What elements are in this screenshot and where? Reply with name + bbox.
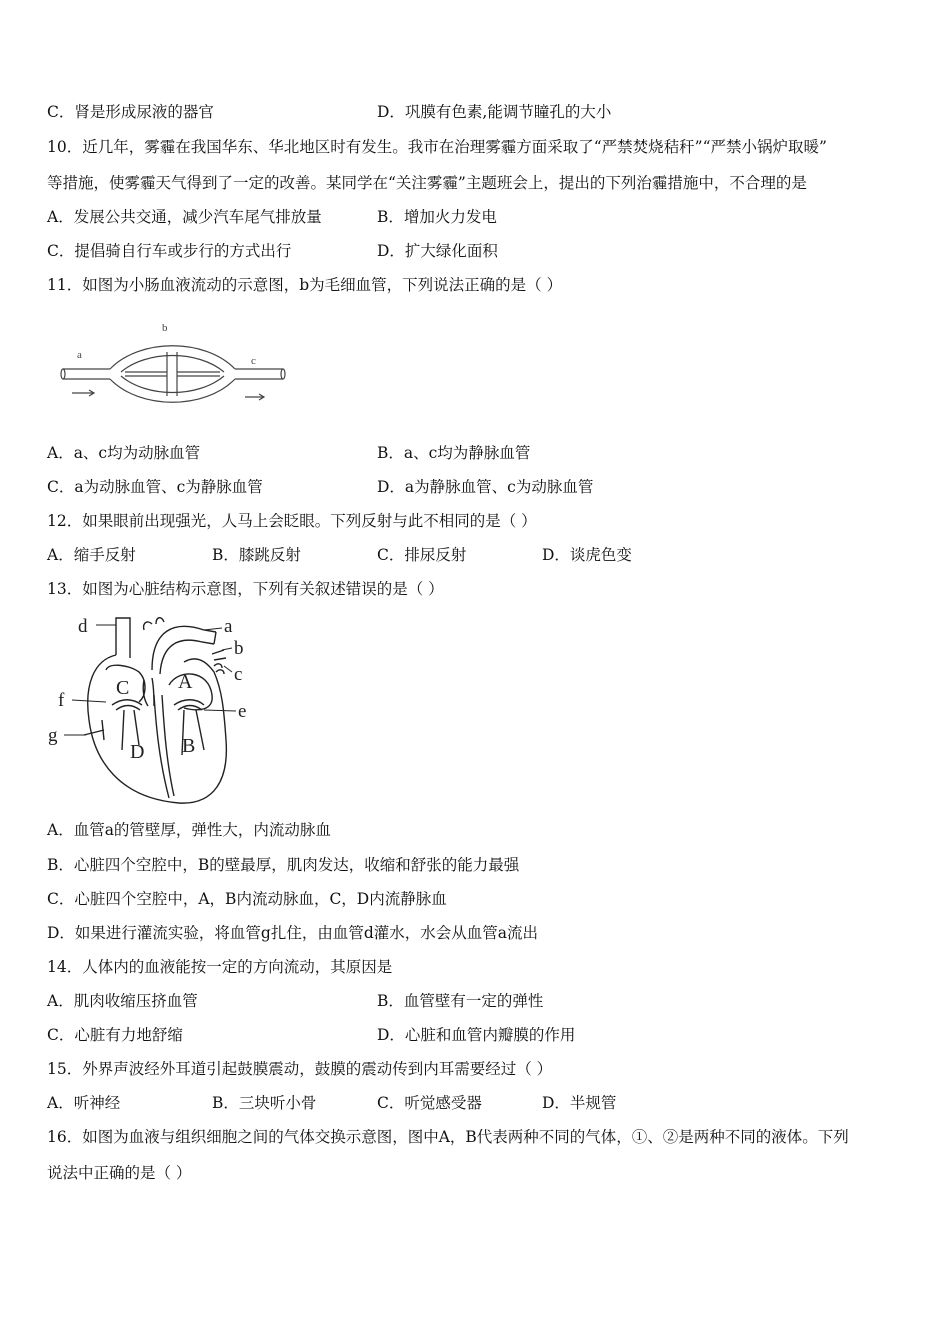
q14-option-b: B．血管壁有一定的弹性 (377, 992, 544, 1010)
q13-option-b: B．心脏四个空腔中，B的壁最厚，肌肉发达，收缩和舒张的能力最强 (47, 856, 520, 874)
q14-option-d: D．心脏和血管内瓣膜的作用 (377, 1026, 576, 1044)
q13-label-e: e (238, 701, 247, 722)
q13-stem: 13．如图为心脏结构示意图，下列有关叙述错误的是（ ） (47, 580, 444, 598)
q13-label-b: b (234, 638, 244, 659)
q12-option-b: B．膝跳反射 (212, 546, 301, 564)
q13-label-A: A (178, 671, 193, 693)
q16-stem-line2: 说法中正确的是（ ） (47, 1164, 192, 1182)
q10-stem-line1: 10．近几年，雾霾在我国华东、华北地区时有发生。我市在治理雾霾方面采取了“严禁焚烧秸秆”“严禁小锅炉取暖” (47, 138, 827, 156)
q10-stem-line2: 等措施，使雾霾天气得到了一定的改善。某同学在“关注雾霾”主题班会上，提出的下列治霾措施中，不合理的是 (47, 174, 807, 192)
q13-option-c: C．心脏四个空腔中，A，B内流动脉血，C，D内流静脉血 (47, 890, 447, 908)
q10-option-a: A．发展公共交通，减少汽车尾气排放量 (47, 208, 322, 226)
q13-label-a: a (224, 616, 233, 637)
q15-option-b: B．三块听小骨 (212, 1094, 317, 1112)
q9-option-c: C．肾是形成尿液的器官 (47, 103, 214, 121)
q14-option-c: C．心脏有力地舒缩 (47, 1026, 183, 1044)
q15-stem: 15．外界声波经外耳道引起鼓膜震动，鼓膜的震动传到内耳需要经过（ ） (47, 1060, 553, 1078)
q11-option-c: C．a为动脉血管、c为静脉血管 (47, 478, 263, 496)
q15-option-a: A．听神经 (47, 1094, 121, 1112)
q11-label-a: a (77, 349, 82, 361)
q12-option-c: C．排尿反射 (377, 546, 467, 564)
q10-option-c: C．提倡骑自行车或步行的方式出行 (47, 242, 292, 260)
q10-option-b: B．增加火力发电 (377, 208, 497, 226)
q13-figure-heart (44, 610, 264, 810)
q13-label-c: c (234, 664, 243, 685)
q13-label-d: d (78, 616, 88, 637)
q11-option-b: B．a、c均为静脉血管 (377, 444, 531, 462)
q11-label-c: c (251, 355, 256, 367)
q13-option-d: D．如果进行灌流实验，将血管g扎住，由血管d灌水，水会从血管a流出 (47, 924, 539, 942)
q10-option-d: D．扩大绿化面积 (377, 242, 498, 260)
q13-label-C: C (116, 677, 130, 699)
q13-label-D: D (130, 741, 145, 763)
q15-option-d: D．半规管 (542, 1094, 617, 1112)
q11-option-d: D．a为静脉血管、c为动脉血管 (377, 478, 594, 496)
q9-option-d: D．巩膜有色素,能调节瞳孔的大小 (377, 103, 612, 121)
q13-label-B: B (182, 735, 196, 757)
q11-option-a: A．a、c均为动脉血管 (47, 444, 201, 462)
q11-figure-capillary (55, 318, 295, 408)
q12-stem: 12．如果眼前出现强光，人马上会眨眼。下列反射与此不相同的是（ ） (47, 512, 537, 530)
q13-label-g: g (48, 725, 58, 746)
q12-option-a: A．缩手反射 (47, 546, 136, 564)
q16-stem-line1: 16．如图为血液与组织细胞之间的气体交换示意图，图中A，B代表两种不同的气体，①、②是两种不同的液体。下列 (47, 1128, 849, 1146)
q13-label-f: f (58, 690, 65, 711)
q14-option-a: A．肌肉收缩压挤血管 (47, 992, 198, 1010)
q13-option-a: A．血管a的管壁厚，弹性大，内流动脉血 (47, 821, 331, 839)
q11-stem: 11．如图为小肠血液流动的示意图，b为毛细血管，下列说法正确的是（ ） (47, 276, 563, 294)
q15-option-c: C．听觉感受器 (377, 1094, 482, 1112)
q12-option-d: D．谈虎色变 (542, 546, 632, 564)
q11-label-b: b (162, 322, 168, 334)
q14-stem: 14．人体内的血液能按一定的方向流动，其原因是 (47, 958, 393, 976)
